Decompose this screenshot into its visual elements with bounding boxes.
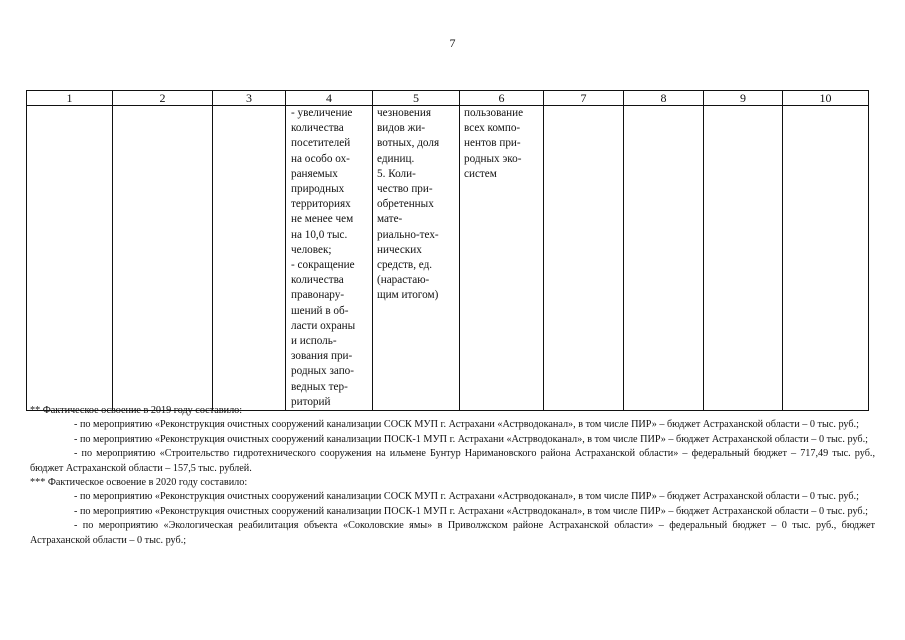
note-2020-title: *** Фактическое освоение в 2020 году составило: <box>30 477 248 489</box>
column-header-10: 10 <box>783 91 869 106</box>
page-number: 7 <box>449 36 456 50</box>
cell-col9 <box>704 106 783 411</box>
note-2020-item: - по мероприятию «Реконструкция очистных сооружений канализации СОСК МУП г. Астрахани «Астрводоканал», в том числе ПИР» – бюджет Астраханской области – 0 тыс. руб.; <box>74 491 859 503</box>
cell-col6-text: пользование всех компо- нентов при- родных эко- систем <box>464 107 524 180</box>
cell-col6-results <box>460 106 544 411</box>
cell-col4-target-indicators <box>286 106 373 411</box>
column-header-3: 3 <box>213 91 286 106</box>
column-header-9: 9 <box>704 91 783 106</box>
cell-col10 <box>783 106 869 411</box>
column-header-8: 8 <box>624 91 704 106</box>
column-header-7: 7 <box>544 91 624 106</box>
table-header-row <box>27 91 869 106</box>
cell-col1 <box>27 106 113 411</box>
column-header-6: 6 <box>460 91 544 106</box>
program-table <box>26 90 869 411</box>
column-header-1: 1 <box>27 91 113 106</box>
note-2020-item: - по мероприятию «Реконструкция очистных сооружений канализации ПОСК-1 МУП г. Астрахани «Астрводоканал», в том числе ПИР» – бюджет Астраханской области – 0 тыс. руб.; <box>74 505 868 517</box>
note-2019-item: - по мероприятию «Реконструкция очистных сооружений канализации СОСК МУП г. Астрахани «Астрводоканал», в том числе ПИР» – бюджет Астраханской области – 0 тыс. руб.; <box>74 419 859 431</box>
cell-col7 <box>544 106 624 411</box>
cell-col8 <box>624 106 704 411</box>
column-header-5: 5 <box>373 91 460 106</box>
table-row <box>27 106 869 411</box>
note-2019-item: - по мероприятию «Реконструкция очистных сооружений канализации ПОСК-1 МУП г. Астрахани «Астрводоканал», в том числе ПИР» – бюджет Астраханской области – 0 тыс. руб.; <box>74 433 868 445</box>
note-2019-title: ** Фактическое освоение в 2019 году составило: <box>30 405 243 416</box>
cell-col5-text: чезновения видов жи- вотных, доля единиц. 5. Коли- чество при- обретенных мате- риально-тех- нических средств, ед. (нарастаю- щим итогом) <box>377 107 440 302</box>
column-header-2: 2 <box>113 91 213 106</box>
cell-col4-text: - увеличение количества посетителей на особо ох- раняемых природных территориях не менее чем на 10,0 тыс. человек; - сокращение количества правонару- шений в об- ласти охраны и исполь- зования при- родных запо- ведных тер- риторий <box>291 107 356 408</box>
footnotes <box>30 404 875 548</box>
note-2020-item: - по мероприятию «Экологическая реабилитация объекта «Соколовские ямы» в Приволжском районе Астраханской области» – федеральный бюджет – 0 тыс. руб., бюджет Астраханской области – 0 тыс. руб.; <box>30 520 875 546</box>
note-2019-item: - по мероприятию «Строительство гидротехнического сооружения на ильмене Бунтур Наримановского района Астраханской области» – федеральный бюджет – 717,49 тыс. руб., бюджет Астраханской области – 157,5 тыс. рублей. <box>30 448 875 474</box>
cell-col2 <box>113 106 213 411</box>
cell-col3 <box>213 106 286 411</box>
column-header-4: 4 <box>286 91 373 106</box>
cell-col5-indicators <box>373 106 460 411</box>
